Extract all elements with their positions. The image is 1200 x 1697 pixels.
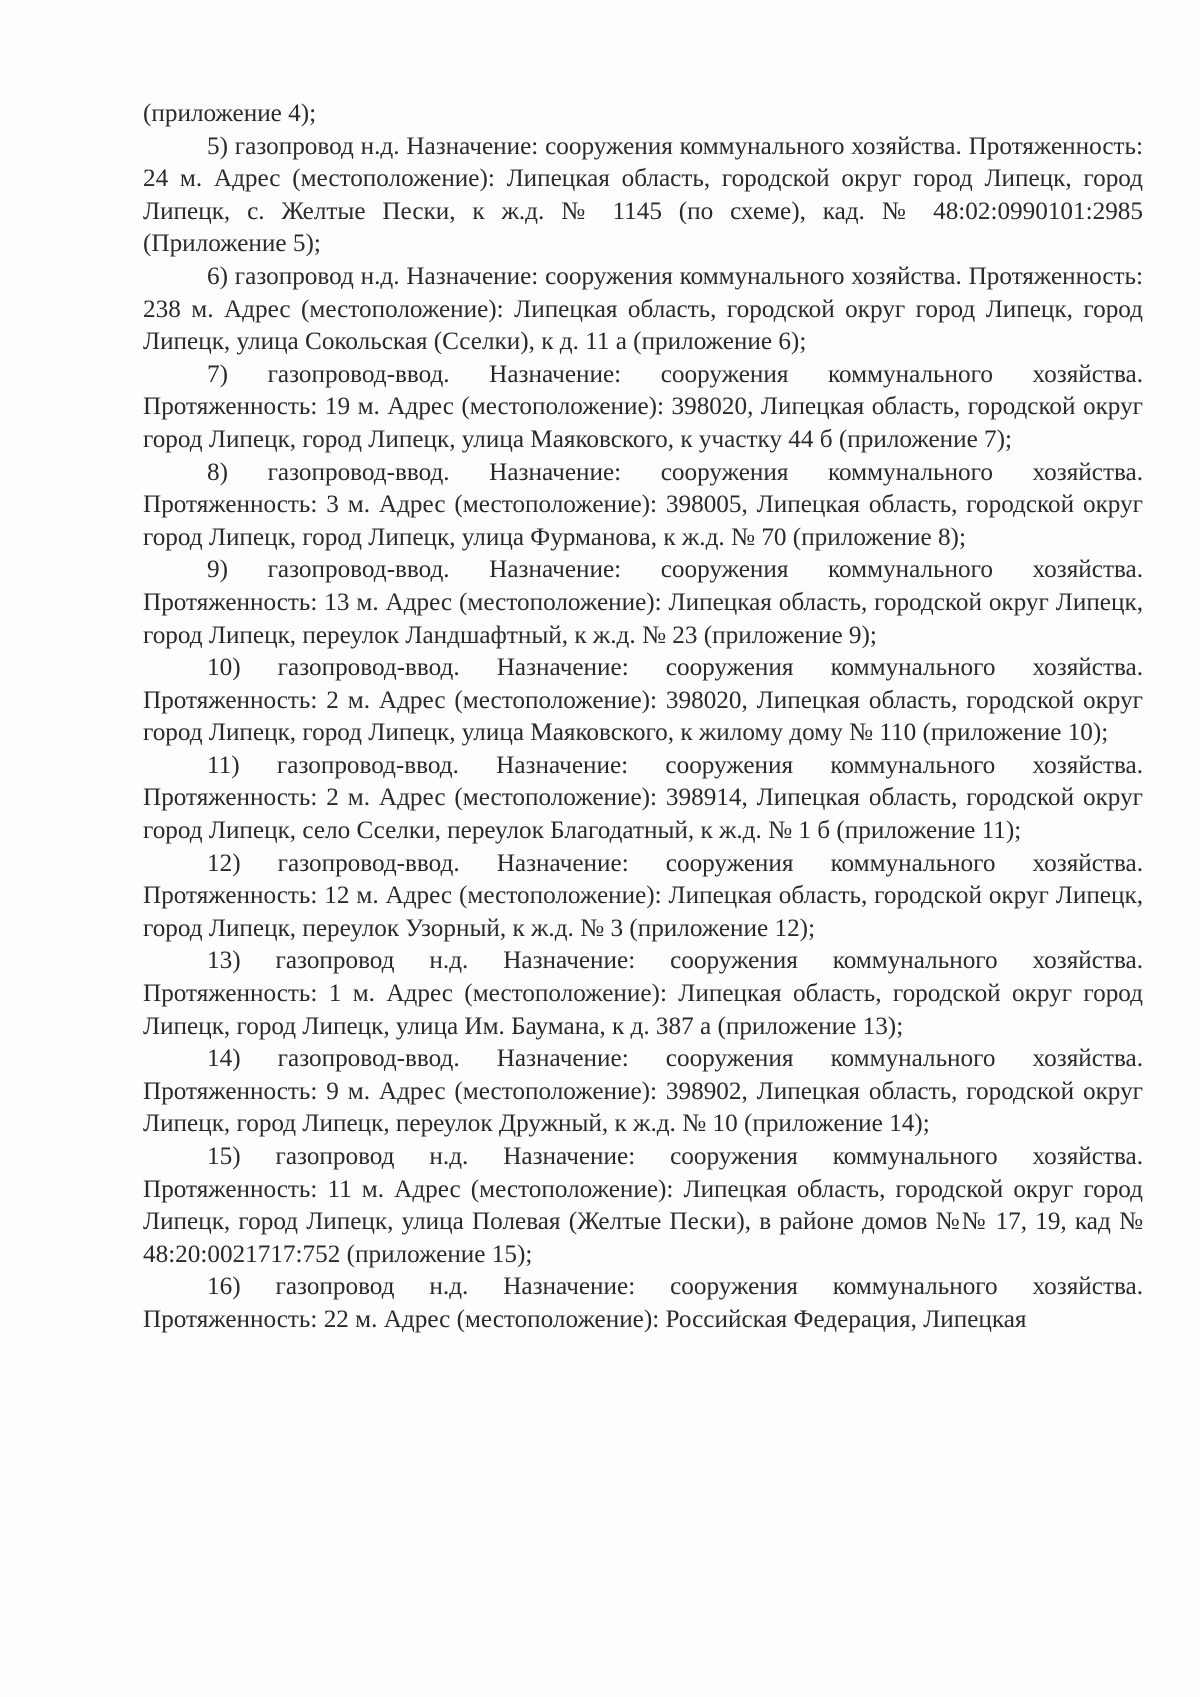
paragraph-item-7: 7) газопровод-ввод. Назначение: сооружения коммунального хозяйства. Протяженность: 19 м. Адрес (местоположение): 398020, Липецкая область, городской округ город Липецк, город Липецк, улица Маяковского, к участку 44 б (приложение 7); (143, 360, 1143, 453)
document-body (143, 98, 1143, 1337)
paragraph-item-13: 13) газопровод н.д. Назначение: сооружения коммунального хозяйства. Протяженность: 1 м. Адрес (местоположение): Липецкая область, городской округ город Липецк, город Липецк, улица Им. Баумана, к д. 387 а (приложение 13); (143, 947, 1143, 1040)
paragraph-item-6: 6) газопровод н.д. Назначение: сооружения коммунального хозяйства. Протяженность: 238 м. Адрес (местоположение): Липецкая область, городской округ город Липецк, город Липецк, улица Сокольская (Сселки), к д. 11 а (приложение 6); (143, 262, 1143, 356)
paragraph-item-15: 15) газопровод н.д. Назначение: сооружения коммунального хозяйства. Протяженность: 11 м. Адрес (местоположение): Липецкая область, городской округ город Липецк, город Липецк, улица Полевая (Желтые Пески), в районе домов №№ 17, 19, кад № 48:20:0021717:752 (приложение 15); (143, 1143, 1143, 1268)
paragraph-item-5: 5) газопровод н.д. Назначение: сооружения коммунального хозяйства. Протяженность: 24 м. Адрес (местоположение): Липецкая область, городской округ город Липецк, город Липецк, с. Желтые Пески, к ж.д. № 1145 (по схеме), кад. № 48:02:0990101:2985 (Приложение 5); (143, 132, 1143, 258)
paragraph-item-9: 9) газопровод-ввод. Назначение: сооружения коммунального хозяйства. Протяженность: 13 м. Адрес (местоположение): Липецкая область, городской округ Липецк, город Липецк, переулок Ландшафтный, к ж.д. № 23 (приложение 9); (143, 556, 1143, 649)
paragraph-item-16: 16) газопровод н.д. Назначение: сооружения коммунального хозяйства. Протяженность: 22 м. Адрес (местоположение): Российская Федерация, Липецкая (143, 1273, 1143, 1333)
paragraph-item-14: 14) газопровод-ввод. Назначение: сооружения коммунального хозяйства. Протяженность: 9 м. Адрес (местоположение): 398902, Липецкая область, городской округ Липецк, город Липецк, переулок Дружный, к ж.д. № 10 (приложение 14); (143, 1045, 1143, 1138)
paragraph-item-12: 12) газопровод-ввод. Назначение: сооружения коммунального хозяйства. Протяженность: 12 м. Адрес (местоположение): Липецкая область, городской округ Липецк, город Липецк, переулок Узорный, к ж.д. № 3 (приложение 12); (143, 849, 1143, 942)
paragraph-continuation: (приложение 4); (143, 100, 317, 127)
paragraph-item-8: 8) газопровод-ввод. Назначение: сооружения коммунального хозяйства. Протяженность: 3 м. Адрес (местоположение): 398005, Липецкая область, городской округ город Липецк, город Липецк, улица Фурманова, к ж.д. № 70 (приложение 8); (143, 458, 1143, 551)
paragraph-item-11: 11) газопровод-ввод. Назначение: сооружения коммунального хозяйства. Протяженность: 2 м. Адрес (местоположение): 398914, Липецкая область, городской округ город Липецк, село Сселки, переулок Благодатный, к ж.д. № 1 б (приложение 11); (143, 751, 1143, 845)
paragraph-item-10: 10) газопровод-ввод. Назначение: сооружения коммунального хозяйства. Протяженность: 2 м. Адрес (местоположение): 398020, Липецкая область, городской округ город Липецк, город Липецк, улица Маяковского, к жилому дому № 110 (приложение 10); (143, 654, 1143, 747)
